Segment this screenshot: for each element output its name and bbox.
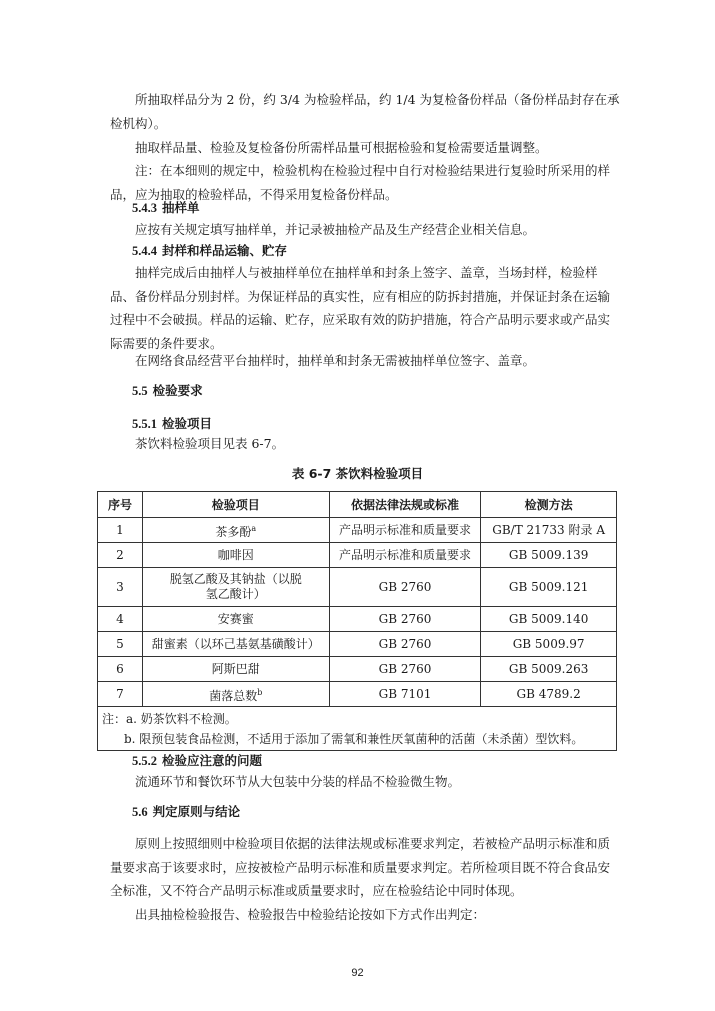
cell-item: 咖啡因 — [142, 543, 329, 568]
note-a: 注：a. 奶茶饮料不检测。 — [102, 712, 237, 726]
heading-number: 5.4.3 — [132, 201, 157, 215]
table-row — [98, 632, 617, 657]
cell-basis: GB 2760 — [329, 607, 481, 632]
table-notes-row — [98, 707, 617, 751]
cell-serial: 2 — [98, 543, 143, 568]
table-row — [98, 657, 617, 682]
table-row — [98, 607, 617, 632]
header-method: 检测方法 — [481, 492, 617, 518]
paragraph-online-sampling: 在网络食品经营平台抽样时，抽样单和封条无需被抽样单位签字、盖章。 — [135, 353, 536, 368]
footnote-mark: b — [257, 687, 263, 697]
cell-item — [142, 568, 329, 607]
paragraph-sampling-form: 应按有关规定填写抽样单，并记录被抽检产品及生产经营企业相关信息。 — [135, 222, 536, 237]
heading-5-6 — [132, 802, 240, 822]
footnote-mark: a — [251, 523, 257, 533]
paragraph-microbe-note: 流通环节和餐饮环节从大包装中分装的样品不检验微生物。 — [135, 774, 461, 789]
table-notes — [98, 707, 617, 751]
heading-text: 检验要求 — [152, 383, 203, 398]
item-text: 脱氢乙酸及其钠盐（以脱氢乙酸计） — [169, 572, 302, 601]
cell-method: GB 5009.97 — [481, 632, 617, 657]
cell-item: 安赛蜜 — [142, 607, 329, 632]
cell-item: 阿斯巴甜 — [142, 657, 329, 682]
table-row — [98, 543, 617, 568]
table-row — [98, 518, 617, 543]
heading-text: 封样和样品运输、贮存 — [162, 243, 288, 258]
cell-method: GB/T 21733 附录 A — [481, 518, 617, 543]
heading-text: 抽样单 — [162, 200, 200, 215]
heading-5-5-1 — [132, 414, 212, 434]
paragraph-items-ref: 茶饮料检验项目见表 6-7。 — [135, 436, 285, 451]
heading-text: 判定原则与结论 — [152, 804, 241, 819]
cell-serial: 1 — [98, 518, 143, 543]
paragraph-sample-split: 所抽取样品分为 2 份，约 3/4 为检验样品，约 1/4 为复检备份样品（备份样品封存在承检机构）。 — [110, 92, 620, 131]
paragraph-sealing-transport: 抽样完成后由抽样人与被抽样单位在抽样单和封条上签字、盖章，当场封样，检验样品、备份样品分别封样。为保证样品的真实性，应有相应的防拆封措施，并保证封条在运输过程中不会破损。样品的运输、贮存，应采取有效的防护措施，符合产品明示要求或产品实际需要的条件要求。 — [110, 265, 611, 351]
paragraph-note-retest: 注：在本细则的规定中，检验机构在检验过程中自行对检验结果进行复验时所采用的样品，应为抽取的检验样品，不得采用复检备份样品。 — [110, 163, 611, 202]
header-item: 检验项目 — [142, 492, 329, 518]
heading-5-5-2 — [132, 751, 262, 771]
page-number: 92 — [351, 967, 364, 979]
cell-serial: 5 — [98, 632, 143, 657]
cell-basis: GB 2760 — [329, 657, 481, 682]
cell-item — [142, 518, 329, 543]
paragraph-report-judgment: 出具抽检检验报告、检验报告中检验结论按如下方式作出判定： — [135, 907, 486, 922]
heading-number: 5.5 — [132, 384, 148, 398]
heading-5-4-4 — [132, 241, 287, 261]
header-serial: 序号 — [98, 492, 143, 518]
cell-serial: 6 — [98, 657, 143, 682]
cell-method: GB 4789.2 — [481, 682, 617, 707]
header-basis: 依据法律法规或标准 — [329, 492, 481, 518]
cell-method: GB 5009.139 — [481, 543, 617, 568]
cell-item: 甜蜜素（以环己基氨基磺酸计） — [142, 632, 329, 657]
cell-basis: GB 2760 — [329, 568, 481, 607]
cell-basis: 产品明示标准和质量要求 — [329, 518, 481, 543]
heading-text: 检验应注意的问题 — [162, 753, 263, 768]
cell-basis: GB 2760 — [329, 632, 481, 657]
cell-method: GB 5009.140 — [481, 607, 617, 632]
cell-serial: 3 — [98, 568, 143, 607]
table-header-row — [98, 492, 617, 518]
cell-method: GB 5009.263 — [481, 657, 617, 682]
inspection-items-table — [97, 491, 617, 751]
cell-serial: 7 — [98, 682, 143, 707]
table-row — [98, 682, 617, 707]
heading-5-4-3 — [132, 198, 200, 218]
cell-method: GB 5009.121 — [481, 568, 617, 607]
item-text: 茶多酚 — [215, 524, 252, 539]
heading-number: 5.5.2 — [132, 754, 157, 768]
heading-number: 5.5.1 — [132, 417, 157, 431]
cell-serial: 4 — [98, 607, 143, 632]
table-row — [98, 568, 617, 607]
note-b: b. 限预包装食品检测，不适用于添加了需氧和兼性厌氧菌种的活菌（未杀菌）型饮料。 — [124, 732, 584, 746]
cell-basis: GB 7101 — [329, 682, 481, 707]
table-caption: 表 6-7 茶饮料检验项目 — [291, 466, 424, 481]
heading-5-5 — [132, 381, 203, 401]
heading-number: 5.4.4 — [132, 244, 157, 258]
item-text: 菌落总数 — [209, 688, 258, 703]
paragraph-sample-quantity: 抽取样品量、检验及复检备份所需样品量可根据检验和复检需要适量调整。 — [135, 140, 548, 155]
paragraph-judgment-principle: 原则上按照细则中检验项目依据的法律法规或标准要求判定，若被检产品明示标准和质量要求高于该要求时，应按被检产品明示标准和质量要求判定。若所检项目既不符合食品安全标准，又不符合产品明示标准或质量要求时，应在检验结论中同时体现。 — [110, 836, 611, 898]
heading-text: 检验项目 — [162, 416, 213, 431]
cell-item — [142, 682, 329, 707]
cell-basis: 产品明示标准和质量要求 — [329, 543, 481, 568]
heading-number: 5.6 — [132, 805, 148, 819]
